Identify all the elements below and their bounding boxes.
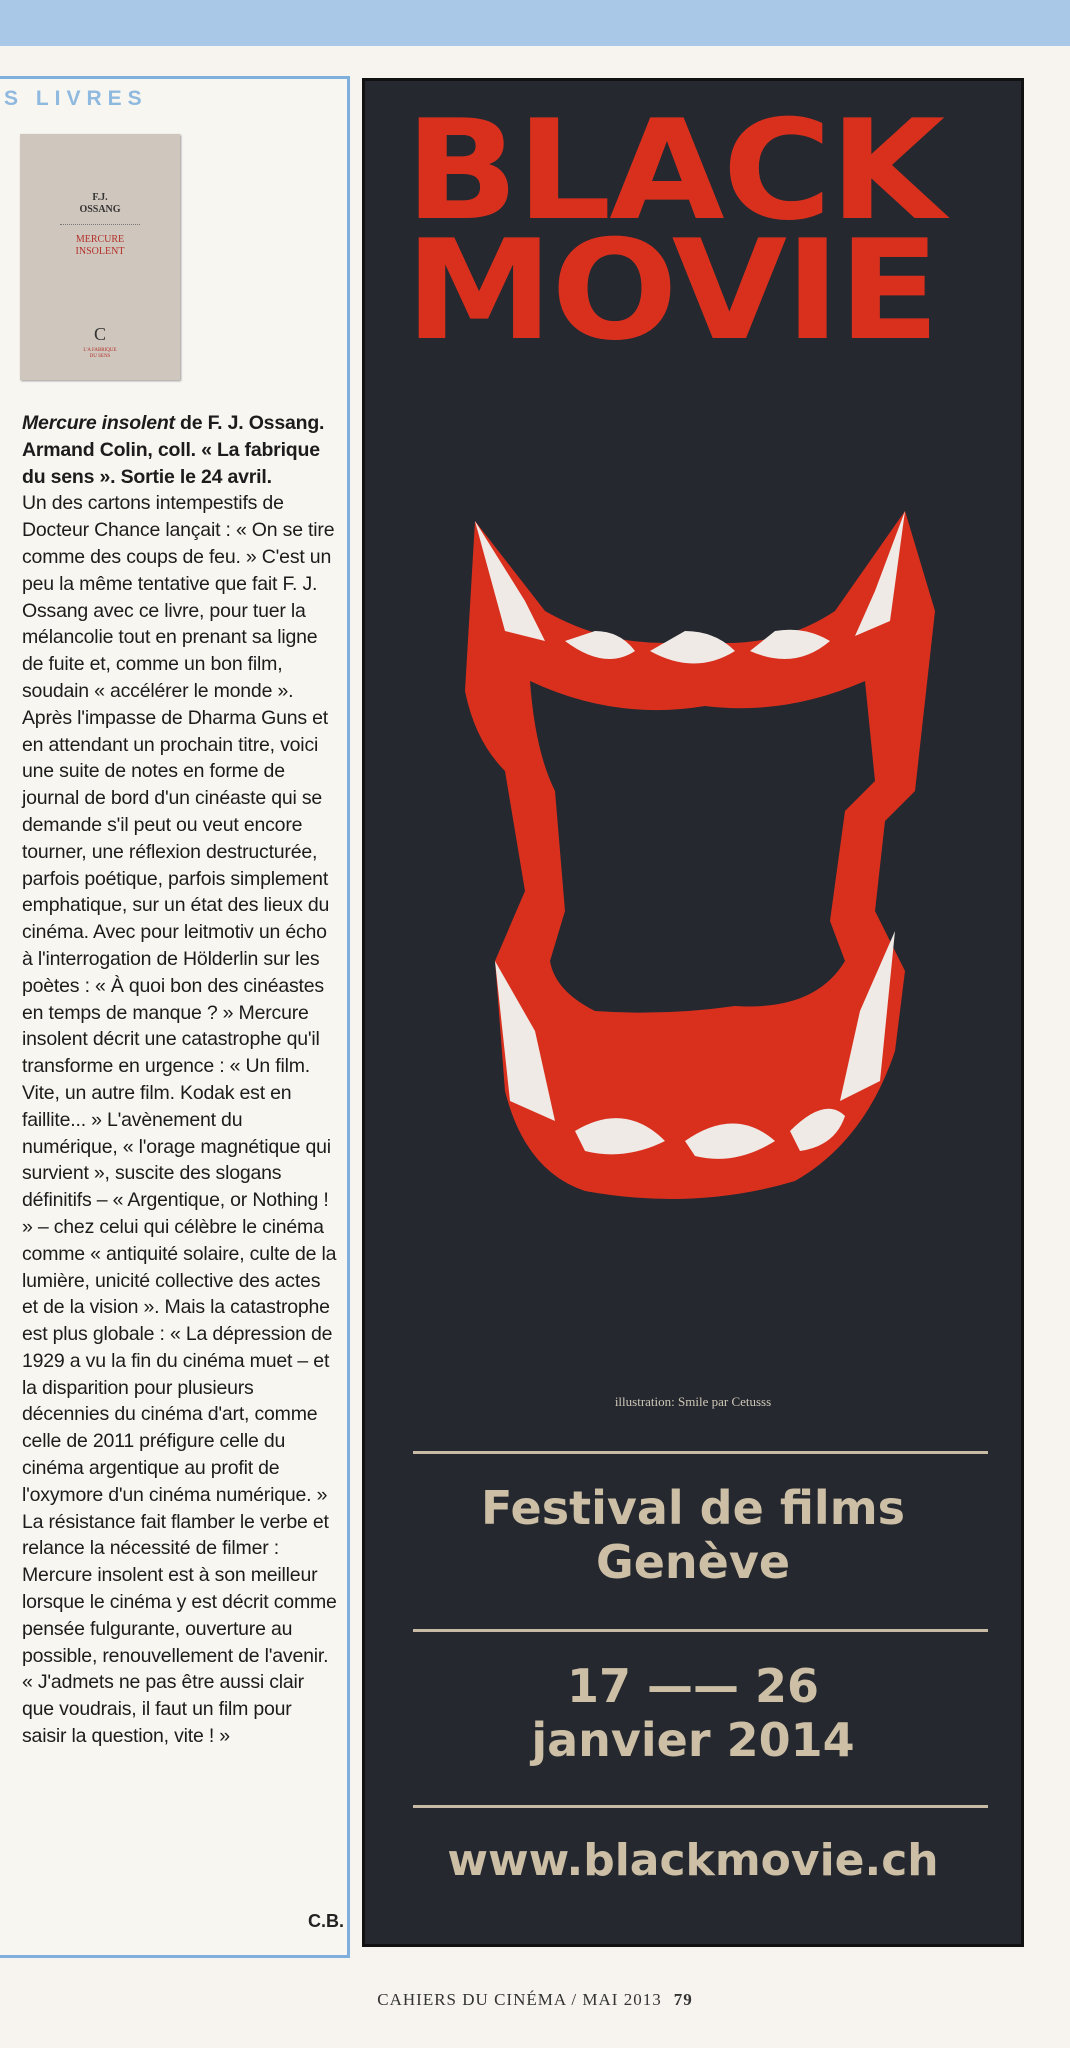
festival-name: Festival de films Genève xyxy=(480,1481,906,1589)
book-cover-image xyxy=(20,134,180,380)
mouth-inner xyxy=(530,681,875,1013)
review-header xyxy=(22,410,340,490)
publisher-logo-icon: C xyxy=(93,324,106,344)
poster-rule-3 xyxy=(413,1805,988,1808)
book-cover-title: MERCURE INSOLENT xyxy=(75,234,125,257)
illustration-credit: illustration: Smile par Cetusss xyxy=(614,1394,772,1409)
poster-rule-2 xyxy=(413,1629,988,1632)
page-footer xyxy=(0,1990,1070,2010)
black-movie-ad xyxy=(362,78,1024,1947)
book-cover-author: F.J. OSSANG xyxy=(79,192,121,215)
book-review xyxy=(22,410,340,1750)
poster-rule-1 xyxy=(413,1451,988,1454)
review-body: Un des cartons intempestifs de Docteur Chance lançait : « On se tire comme des coups de feu. » C'est un peu la même tentative que fait F. J. Ossang avec ce livre, pour tuer la mélancolie tout en prenant sa ligne de fuite et, comme un bon film, soudain « accélérer le monde ». Après l'impasse de Dharma Guns et en attendant un prochain titre, voici une suite de notes en forme de journal de bord d'un cinéaste qui se demande s'il peut ou veut encore tourner, une réflexion destructurée, parfois poétique, parfois simplement emphatique, sur un état des lieux du cinéma. Avec pour leitmotiv un écho à l'interrogation de Hölderlin sur les poètes : « À quoi bon des cinéastes en temps de manque ? » Mercure insolent décrit une catastrophe qu'il transforme en urgence : « Un film. Vite, un autre film. Kodak est en faillite... » L'avènement du numérique, « l'orage magnétique qui survient », suscite des slogans définitifs – « Argentique, or Nothing ! » – chez celui qui célèbre le cinéma comme « antiquité solaire, culte de la lumière, unicité collective des actes et de la vision ». Mais la catastrophe est plus globale : « La dépression de 1929 a vu la fin du cinéma muet – et la disparition pour plusieurs décennies du cinéma d'art, comme celle de 2011 préfigure celle du cinéma argentique au profit de l'oxymore d'un cinéma numérique. » La résistance fait flamber le verbe et relance la nécessité de filmer : Mercure insolent est à son meilleur lorsque le cinéma y est décrit comme pensée fulgurante, ouverture au possible, renouvellement de l'avenir. « J'admets ne pas être aussi clair que voudrais, il faut un film pour saisir la question, vite ! » xyxy=(22,492,337,1748)
poster-title: BLACK MOVIE xyxy=(405,90,943,371)
page-number: 79 xyxy=(673,1990,693,2009)
section-label: S LIVRES xyxy=(4,87,148,110)
review-book-details: de F. J. Ossang. Armand Colin, coll. « La fabrique du sens ». Sortie le 24 avril. xyxy=(22,412,325,488)
book-cover-divider xyxy=(60,224,140,225)
book-cover-publisher: L'A FABRIQUE DU SENS xyxy=(83,348,117,359)
scan-top-band xyxy=(0,0,1070,46)
review-book-title: Mercure insolent xyxy=(22,412,175,434)
festival-dates: 17 —— 26 janvier 2014 xyxy=(531,1659,855,1767)
fanged-mouth-illustration xyxy=(435,491,965,1231)
review-signature: C.B. xyxy=(308,1911,344,1931)
festival-url: www.blackmovie.ch xyxy=(447,1835,939,1886)
magazine-name: CAHIERS DU CINÉMA / MAI 2013 xyxy=(377,1990,662,2009)
